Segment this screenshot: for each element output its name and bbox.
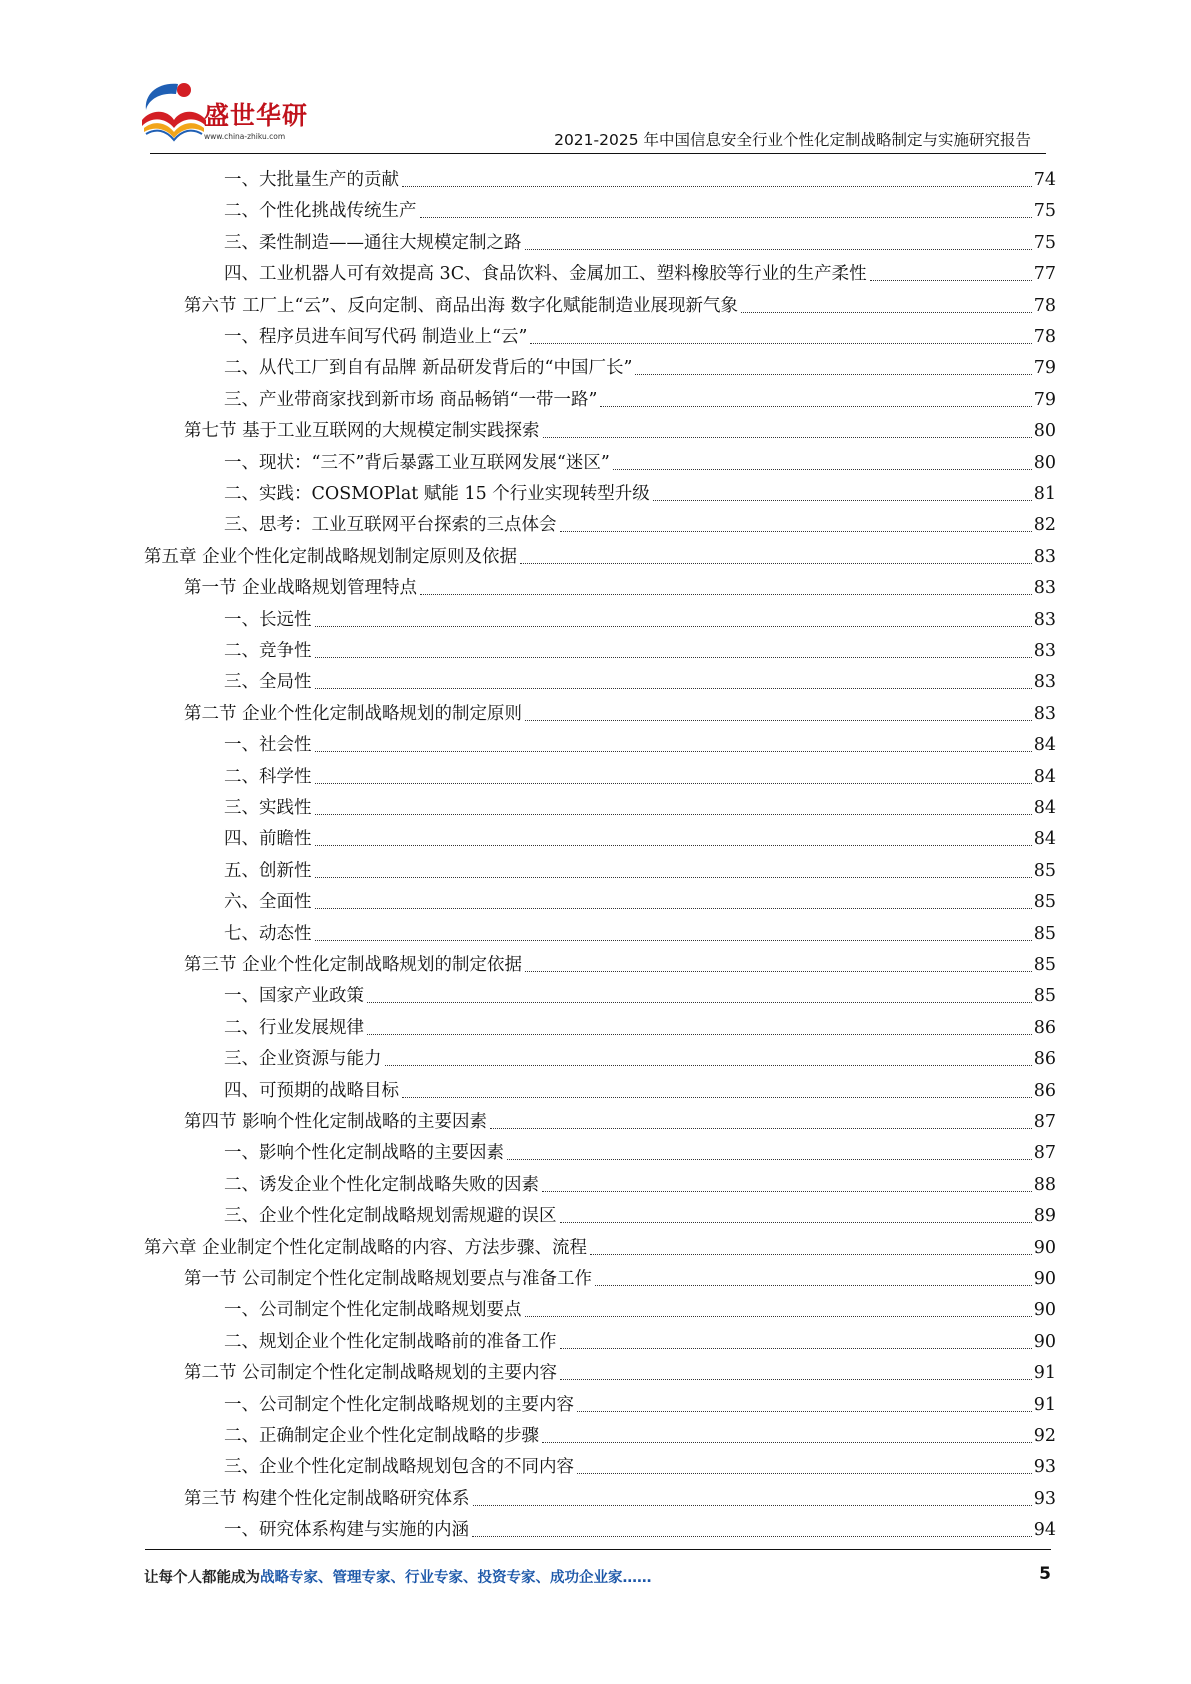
toc-dot-leader [543,437,1032,438]
toc-entry-page: 87 [1033,1143,1056,1164]
logo-name: 盛世华研 [204,101,309,130]
toc-entry-page: 94 [1033,1520,1056,1541]
toc-entry-page: 79 [1033,389,1056,410]
toc-entry-title: 一、社会性 [224,735,312,756]
toc-entry-page: 83 [1033,641,1056,661]
toc-entry-title: 六、全面性 [224,892,312,913]
toc-entry-page: 75 [1033,232,1056,253]
toc-dot-leader [542,1191,1032,1192]
logo-icon [138,80,210,146]
toc-entry[interactable] [144,1229,1056,1260]
toc-entry-title: 三、思考：工业互联网平台探索的三点体会 [224,515,557,536]
toc-entry-title: 第一节 公司制定个性化定制战略规划要点与准备工作 [184,1269,593,1289]
toc-dot-leader [635,374,1031,375]
toc-entry[interactable] [224,1197,1056,1228]
toc-dot-leader [402,186,1032,187]
toc-entry[interactable] [224,475,1056,506]
toc-entry-page: 86 [1033,1049,1056,1070]
toc-dot-leader [525,971,1032,972]
toc-entry[interactable] [224,601,1056,632]
toc-entry[interactable] [224,161,1056,192]
footer-slogan-highlight: 战略专家、管理专家、行业专家、投资专家、成功企业家…… [260,1570,652,1586]
footer-slogan-prefix: 让每个人都能成为 [144,1570,260,1586]
toc-entry[interactable] [224,349,1056,380]
toc-entry[interactable] [224,1009,1056,1040]
toc-dot-leader [577,1473,1032,1474]
page-number: 5 [1039,1564,1051,1584]
toc-entry-page: 80 [1033,452,1056,473]
toc-entry-page: 83 [1033,578,1056,599]
toc-dot-leader [560,1379,1032,1380]
toc-dot-leader [367,1002,1032,1003]
toc-dot-leader [560,531,1032,532]
toc-entry[interactable] [224,1072,1056,1103]
toc-entry-title: 四、可预期的战略目标 [224,1080,399,1101]
toc-entry[interactable] [184,412,1056,443]
toc-entry-title: 一、程序员进车间写代码 制造业上“云” [224,327,528,347]
toc-dot-leader [473,1505,1032,1506]
toc-dot-leader [420,594,1032,595]
toc-entry-title: 二、竞争性 [224,641,312,661]
toc-dot-leader [315,814,1032,815]
toc-entry-title: 七、动态性 [224,923,312,944]
toc-entry[interactable] [184,1354,1056,1385]
toc-entry[interactable] [224,1386,1056,1417]
toc-dot-leader [590,1254,1032,1255]
header-divider [150,153,1046,154]
toc-entry[interactable] [144,538,1056,569]
toc-dot-leader [542,1442,1032,1443]
toc-entry-page: 75 [1033,201,1056,222]
toc-entry-page: 79 [1033,358,1056,379]
toc-entry[interactable] [224,726,1056,757]
page-header [0,0,1191,160]
toc-entry[interactable] [224,977,1056,1008]
toc-entry-page: 86 [1033,1080,1056,1101]
toc-entry-title: 第四节 影响个性化定制战略的主要因素 [184,1112,488,1132]
toc-entry[interactable] [184,946,1056,977]
toc-entry[interactable] [224,192,1056,223]
toc-dot-leader [560,1348,1032,1349]
toc-entry[interactable] [224,318,1056,349]
toc-entry-title: 三、全局性 [224,672,312,693]
toc-dot-leader [367,1034,1032,1035]
toc-dot-leader [560,1222,1032,1223]
footer-divider [145,1549,1051,1550]
toc-entry-title: 第一节 企业战略规划管理特点 [184,578,418,599]
toc-entry-page: 77 [1033,264,1056,285]
toc-entry-title: 一、研究体系构建与实施的内涵 [224,1520,469,1541]
toc-entry-page: 90 [1033,1331,1056,1352]
toc-entry[interactable] [224,255,1056,286]
toc-dot-leader [613,469,1032,470]
toc-dot-leader [577,1411,1032,1412]
toc-entry-page: 85 [1033,860,1056,881]
toc-entry-title: 二、从代工厂到自有品牌 新品研发背后的“中国厂长” [224,358,633,379]
toc-entry-page: 86 [1033,1017,1056,1038]
toc-entry[interactable] [224,1166,1056,1197]
toc-dot-leader [315,940,1032,941]
toc-entry[interactable] [224,1511,1056,1542]
toc-entry-title: 一、公司制定个性化定制战略规划的主要内容 [224,1394,574,1415]
toc-entry[interactable] [224,1291,1056,1322]
toc-dot-leader [315,783,1032,784]
toc-entry[interactable] [224,381,1056,412]
toc-entry-page: 84 [1033,798,1056,818]
toc-entry-page: 83 [1033,546,1056,567]
toc-entry[interactable] [224,1417,1056,1448]
toc-entry-page: 87 [1033,1112,1056,1132]
toc-entry[interactable] [224,1323,1056,1354]
toc-dot-leader [595,1285,1032,1286]
toc-entry-title: 第二节 公司制定个性化定制战略规划的主要内容 [184,1363,558,1384]
toc-entry-title: 第六章 企业制定个性化定制战略的内容、方法步骤、流程 [144,1237,588,1258]
toc-entry-title: 一、影响个性化定制战略的主要因素 [224,1143,504,1164]
toc-dot-leader [315,877,1032,878]
toc-entry-title: 二、个性化挑战传统生产 [224,201,417,222]
toc-entry-title: 三、实践性 [224,798,312,818]
toc-entry-page: 85 [1033,923,1056,944]
toc-entry-title: 第三节 企业个性化定制战略规划的制定依据 [184,955,523,975]
toc-entry[interactable] [184,695,1056,726]
toc-entry-title: 一、现状：“三不”背后暴露工业互联网发展“迷区” [224,452,610,473]
toc-entry[interactable] [224,1040,1056,1071]
toc-entry-title: 二、科学性 [224,766,312,787]
toc-entry-page: 82 [1033,515,1056,536]
toc-entry[interactable] [224,1134,1056,1165]
toc-entry-page: 84 [1033,735,1056,756]
toc-entry-page: 80 [1033,421,1056,442]
toc-dot-leader [472,1536,1032,1537]
toc-dot-leader [507,1159,1032,1160]
toc-entry-page: 85 [1033,955,1056,975]
toc-entry-title: 三、柔性制造——通往大规模定制之路 [224,232,522,253]
toc-entry[interactable] [224,632,1056,663]
toc-dot-leader [741,312,1032,313]
toc-entry-page: 90 [1033,1237,1056,1258]
toc-entry[interactable] [184,287,1056,318]
toc-dot-leader [530,343,1031,344]
toc-dot-leader [315,751,1032,752]
toc-entry-page: 78 [1033,327,1056,347]
company-logo [138,80,308,150]
toc-entry-page: 91 [1033,1363,1056,1384]
toc-dot-leader [600,406,1031,407]
toc-entry-page: 84 [1033,766,1056,787]
toc-entry-page: 93 [1033,1457,1056,1478]
toc-entry[interactable] [224,820,1056,851]
toc-entry[interactable] [224,789,1056,820]
toc-dot-leader [402,1097,1032,1098]
toc-entry-title: 第六节 工厂上“云”、反向定制、商品出海 数字化赋能制造业展现新气象 [184,295,739,316]
toc-entry[interactable] [224,224,1056,255]
toc-entry-title: 第三节 构建个性化定制战略研究体系 [184,1488,470,1509]
toc-entry-title: 二、实践：COSMOPlat 赋能 15 个行业实现转型升级 [224,484,650,504]
toc-entry[interactable] [224,852,1056,883]
toc-entry-title: 二、诱发企业个性化定制战略失败的因素 [224,1174,539,1195]
toc-entry[interactable] [224,444,1056,475]
toc-entry-page: 81 [1033,484,1056,504]
toc-dot-leader [315,688,1032,689]
toc-entry[interactable] [184,1480,1056,1511]
toc-entry-page: 90 [1033,1300,1056,1321]
toc-entry-title: 三、产业带商家找到新市场 商品畅销“一带一路” [224,389,598,410]
toc-entry-title: 二、规划企业个性化定制战略前的准备工作 [224,1331,557,1352]
toc-entry-page: 78 [1033,295,1056,316]
toc-entry[interactable] [224,663,1056,694]
toc-entry-title: 第七节 基于工业互联网的大规模定制实践探索 [184,421,540,442]
toc-entry[interactable] [184,569,1056,600]
toc-dot-leader [490,1128,1032,1129]
toc-entry-title: 第五章 企业个性化定制战略规划制定原则及依据 [144,546,518,567]
toc-entry[interactable] [224,506,1056,537]
toc-entry-title: 一、国家产业政策 [224,986,364,1007]
report-title: 2021-2025 年中国信息安全行业个性化定制战略制定与实施研究报告 [554,131,1031,149]
toc-entry-title: 二、行业发展规律 [224,1017,364,1038]
toc-dot-leader [385,1065,1032,1066]
toc-entry-page: 91 [1033,1394,1056,1415]
toc-dot-leader [525,720,1032,721]
toc-entry[interactable] [224,915,1056,946]
footer-slogan [144,1566,652,1587]
toc-entry[interactable] [184,1260,1056,1291]
toc-entry-title: 一、长远性 [224,609,312,630]
toc-entry[interactable] [184,1103,1056,1134]
toc-entry-page: 88 [1033,1174,1056,1195]
toc-entry-title: 三、企业个性化定制战略规划需规避的误区 [224,1206,557,1227]
toc-dot-leader [315,845,1032,846]
toc-dot-leader [420,217,1032,218]
toc-entry-page: 85 [1033,986,1056,1007]
toc-entry-page: 93 [1033,1488,1056,1509]
logo-url: www.china-zhiku.com [204,132,286,141]
toc-entry-page: 84 [1033,829,1056,850]
toc-entry-title: 一、公司制定个性化定制战略规划要点 [224,1300,522,1321]
toc-dot-leader [315,908,1032,909]
toc-dot-leader [870,280,1032,281]
toc-entry-title: 第二节 企业个性化定制战略规划的制定原则 [184,703,523,724]
toc-dot-leader [315,657,1032,658]
toc-entry[interactable] [224,758,1056,789]
toc-entry-page: 92 [1033,1426,1056,1446]
toc-entry-title: 二、正确制定企业个性化定制战略的步骤 [224,1426,539,1446]
toc-dot-leader [525,1316,1032,1317]
toc-entry-title: 一、大批量生产的贡献 [224,170,399,190]
toc-entry-page: 89 [1033,1206,1056,1227]
toc-dot-leader [520,563,1032,564]
toc-entry-title: 三、企业个性化定制战略规划包含的不同内容 [224,1457,574,1478]
toc-entry-page: 83 [1033,672,1056,693]
toc-entry-title: 五、创新性 [224,860,312,881]
toc-entry[interactable] [224,1448,1056,1479]
toc-dot-leader [653,500,1032,501]
toc-entry-page: 85 [1033,892,1056,913]
toc-entry-page: 74 [1033,170,1056,190]
toc-entry-title: 四、工业机器人可有效提高 3C、食品饮料、金属加工、塑料橡胶等行业的生产柔性 [224,264,867,285]
toc-entry-title: 四、前瞻性 [224,829,312,850]
toc-entry-title: 三、企业资源与能力 [224,1049,382,1070]
toc-entry[interactable] [224,883,1056,914]
toc-dot-leader [525,249,1032,250]
toc-dot-leader [315,626,1032,627]
toc-entry-page: 83 [1033,609,1056,630]
toc-entry-page: 90 [1033,1269,1056,1289]
toc-entry-page: 83 [1033,703,1056,724]
